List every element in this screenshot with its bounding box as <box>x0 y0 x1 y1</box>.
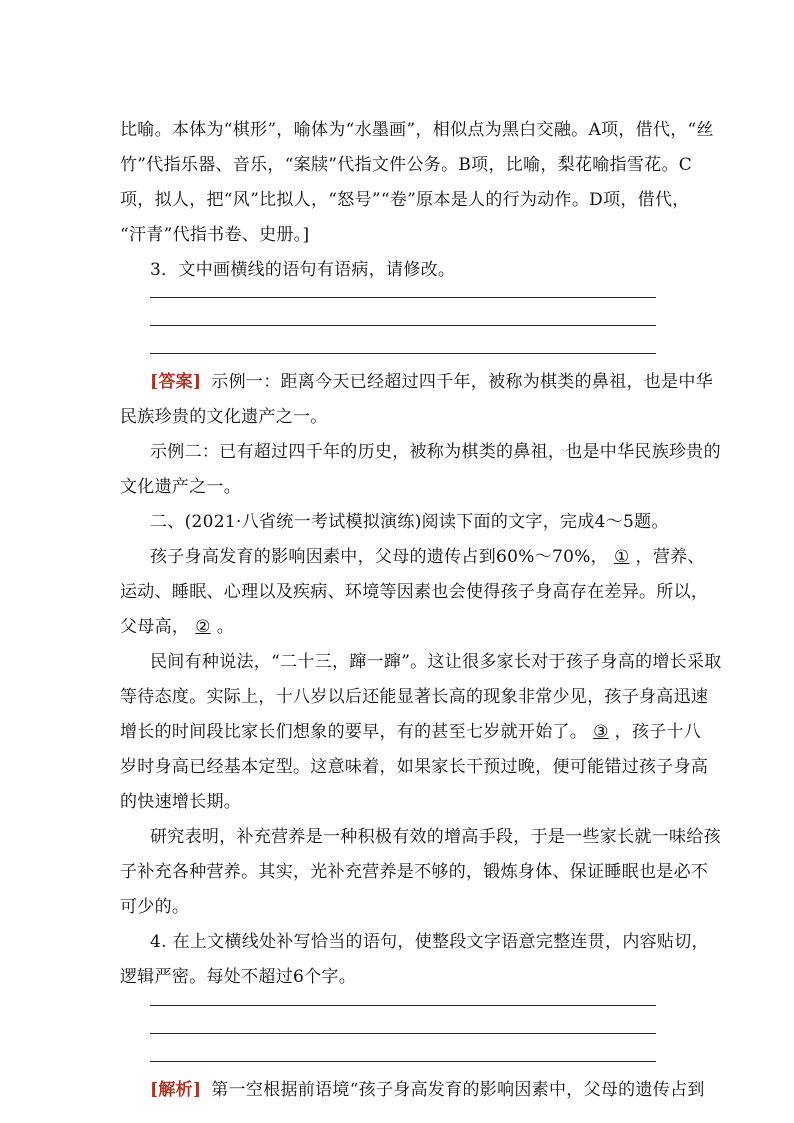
answer-text: 示例一：距离今天已经超过四千年，被称为棋类的鼻祖，也是中华 <box>211 372 713 392</box>
blank-1: ① <box>613 547 630 567</box>
analysis-text: 第一空根据前语境“孩子身高发育的影响因素中，父母的遗传占到 <box>211 1080 705 1100</box>
answer-rule <box>150 1033 656 1034</box>
passage-line: 可少的。 <box>120 897 190 917</box>
blank-2: ② <box>195 617 211 637</box>
passage-line: 运动、睡眠、心理以及疾病、环境等因素也会使得孩子身高存在差异。所以， <box>120 582 709 602</box>
passage-text: 。 <box>216 617 235 637</box>
passage-text: 父母高， <box>120 617 190 637</box>
analysis-tag: [解析] <box>150 1080 202 1100</box>
answer-rule <box>150 325 656 326</box>
answer-rule <box>150 353 656 354</box>
passage-line: 民间有种说法，“二十三，蹿一蹿”。这让很多家长对于孩子身高的增长采取 <box>150 652 722 672</box>
text-line: 竹”代指乐器、音乐，“案牍”代指文件公务。B项，比喻，梨花喻指雪花。C <box>120 155 693 175</box>
text-line: “汗青”代指书卷、史册。] <box>120 225 310 245</box>
passage-line: 等待态度。实际上，十八岁以后还能显著长高的现象非常少见，孩子身高迅速 <box>120 687 709 707</box>
passage-line <box>150 545 705 569</box>
passage-text: 孩子身高发育的影响因素中，父母的遗传占到60%～70%， <box>150 547 608 567</box>
text-line: 项，拟人，把“风”比拟人，“怒号”“卷”原本是人的行为动作。D项，借代， <box>120 190 690 210</box>
question-4-prompt: 逻辑严密。每处不超过6个字。 <box>120 967 357 987</box>
section-heading: 二、(2021·八省统一考试模拟演练)阅读下面的文字，完成4～5题。 <box>150 512 669 532</box>
passage-line <box>120 720 702 744</box>
passage-line: 子补充各种营养。其实，光补充营养是不够的，锻炼身体、保证睡眠也是必不 <box>120 862 709 882</box>
text-line: 文化遗产之一。 <box>120 477 242 497</box>
blank-3: ③ <box>593 722 609 742</box>
text-line: 民族珍贵的文化遗产之一。 <box>120 407 328 427</box>
passage-text: ，孩子十八 <box>614 722 702 742</box>
text-line: 比喻。本体为“棋形”，喻体为“水墨画”，相似点为黑白交融。A项，借代，“丝 <box>120 120 714 140</box>
answer-rule <box>150 1005 656 1006</box>
passage-text: 增长的时间段比家长们想象的要早，有的甚至七岁就开始了。 <box>120 722 588 742</box>
passage-line <box>120 615 680 639</box>
answer-rule <box>150 297 656 298</box>
passage-text: ，营养、 <box>635 547 705 567</box>
answer-tag: [答案] <box>150 372 202 392</box>
question-4-prompt: 4. 在上文横线处补写恰当的语句，使整段文字语意完整连贯，内容贴切， <box>150 932 709 952</box>
answer-rule <box>150 1061 656 1062</box>
analysis-line <box>150 1078 705 1102</box>
passage-line: 岁时身高已经基本定型。这意味着，如果家长干预过晚，便可能错过孩子身高 <box>120 757 709 777</box>
answer-line <box>150 370 713 394</box>
question-3-prompt: 3．文中画横线的语句有语病，请修改。 <box>150 260 456 280</box>
passage-line: 的快速增长期。 <box>120 792 242 812</box>
text-line: 示例二：已有超过四千年的历史，被称为棋类的鼻祖，也是中华民族珍贵的 <box>150 442 721 462</box>
passage-line: 研究表明，补充营养是一种积极有效的增高手段，于是一些家长就一味给孩 <box>150 827 721 847</box>
